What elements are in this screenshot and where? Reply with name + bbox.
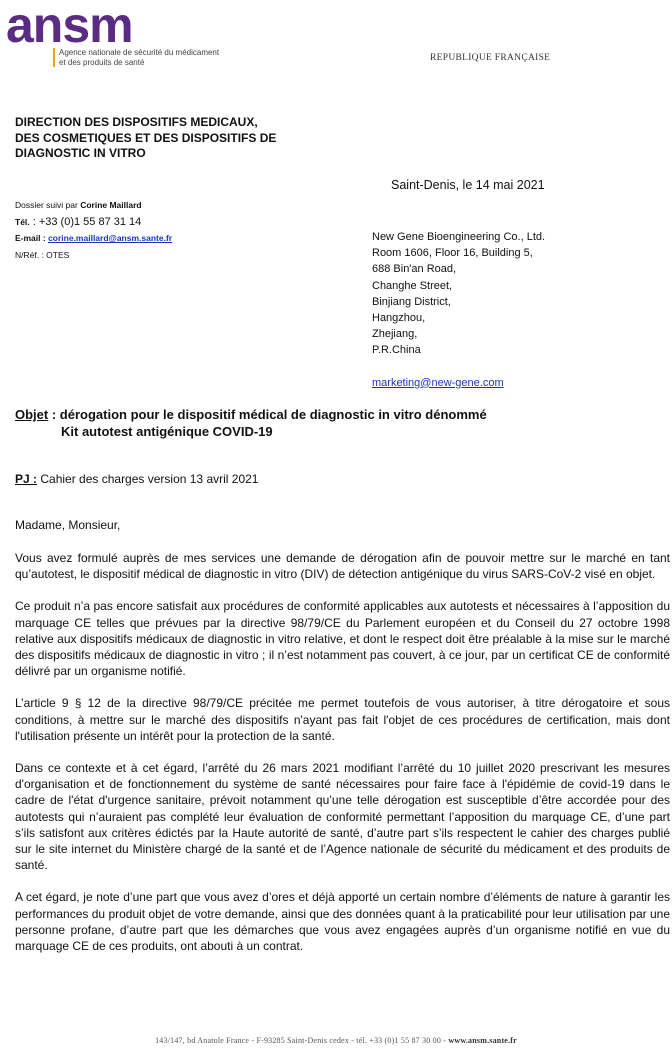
footer-address: 143/147, bd Anatole France - F-93285 Saint-Denis cedex - tél. +33 (0)1 55 87 30 00 -: [155, 1036, 449, 1045]
reference-line: N/Réf. : OTES: [15, 249, 70, 260]
body-paragraph: Ce produit n’a pas encore satisfait aux procédures de conformité applicables aux autotests et nécessaires à l’apposition du marquage CE telles que prévues par la directive 98/79/CE du Parlement européen et du Conseil du 27 octobre 1998 relative aux dispositifs médicaux de diagnostic in vitro relative, et dont le respect doit être préalable à la mise sur le marché des dispositifs médicaux de diagnostic in vitro ; il n’est notamment pas couvert, à ce jour, par un certificat CE de conformité délivré par un organisme notifié.: [15, 599, 670, 679]
tel-label: Tél.: [15, 216, 30, 227]
republique-francaise: REPUBLIQUE FRANÇAISE: [430, 53, 551, 63]
dossier-label: Dossier suivi par: [15, 200, 81, 210]
address-line: P.R.China: [372, 344, 421, 357]
subject-line-1: [15, 406, 487, 423]
body-paragraph: A cet égard, je note d’une part que vous avez d’ores et déjà apporté un certain nombre d’éléments de nature à garantir les performances du produit objet de votre demande, ainsi que des données quant à la praticabilité pour leur utilisation par une personne profane, d’autre part que les démarches que vous avez engagées auprès d’un organisme notifié en vue du marquage CE de ces produits, ont abouti à un contrat.: [15, 890, 670, 954]
subject-block: [15, 406, 487, 440]
footer-website-link[interactable]: www.ansm.sante.fr: [448, 1036, 517, 1045]
contact-block: [15, 197, 172, 263]
body-paragraph: Vous avez formulé auprès de mes services une demande de dérogation afin de pouvoir mettre sur le marché en tant qu’autotest, le dispositif médical de diagnostic in vitro (DIV) de détection antigénique du virus SARS-CoV-2 visé en objet.: [15, 551, 670, 582]
logo-tagline: [53, 48, 219, 67]
direction-line-2: DES COSMETIQUES ET DES DISPOSITIFS DE: [15, 130, 277, 145]
ansm-logo: [6, 4, 246, 66]
ansm-logo-text: ansm: [6, 4, 133, 48]
direction-line-1: DIRECTION DES DISPOSITIFS MEDICAUX,: [15, 115, 258, 129]
salutation: Madame, Monsieur,: [15, 518, 121, 532]
subject-label: Objet: [15, 407, 49, 422]
address-line: Binjiang District,: [372, 295, 451, 308]
address-line: Hangzhou,: [372, 312, 426, 325]
letter-body: [15, 550, 670, 970]
address-line: New Gene Bioengineering Co., Ltd.: [372, 231, 546, 243]
address-line: Room 1606, Floor 16, Building 5,: [372, 247, 533, 260]
dossier-name: Corine Maillard: [80, 200, 142, 210]
tel-line: [15, 214, 172, 231]
attachment-line: [15, 472, 258, 486]
letter-date: Saint-Denis, le 14 mai 2021: [391, 178, 545, 192]
logo-tagline-line-1: Agence nationale de sécurité du médicament: [59, 48, 220, 57]
ansm-logo-mark: [6, 4, 186, 48]
contact-email-link[interactable]: corine.maillard@ansm.sante.fr: [48, 233, 173, 243]
body-paragraph: Dans ce contexte et à cet égard, l’arrêté du 26 mars 2021 modifiant l’arrêté du 10 juillet 2020 prescrivant les mesures d'organisation et de fonctionnement du système de santé nécessaires pour faire face à l'épidémie de covid-19 dans le cadre de l'état d'urgence sanitaire, prévoit notamment qu’une telle dérogation est susceptible d’être accordée pour des autotests qui n’auraient pas complété leur évaluation de conformité permettant l’apposition du marquage CE, d’une part s’ils satisfont aux critères édictés par la Haute autorité de santé, d’autre part s’ils respectent le cahier des charges publié sur le site internet du Ministère chargé de la santé et de l’Agence nationale de sécurité du médicament et des produits de santé.: [15, 761, 670, 873]
email-line: [15, 230, 172, 247]
direction-heading: [15, 115, 276, 162]
subject-text: : dérogation pour le dispositif médical de diagnostic in vitro dénommé: [48, 407, 487, 422]
page-footer: [0, 1036, 672, 1045]
dossier-line: [15, 197, 172, 214]
attachment-label: PJ :: [15, 472, 38, 486]
tel-value: : +33 (0)1 55 87 31 14: [29, 215, 142, 228]
address-line: Zhejiang,: [372, 328, 418, 341]
address-line: 688 Bin'an Road,: [372, 263, 457, 276]
subject-line-2: Kit autotest antigénique COVID-19: [61, 424, 273, 439]
recipient-address: [372, 229, 545, 391]
body-paragraph: L’article 9 § 12 de la directive 98/79/CE précitée me permet toutefois de vous autoriser, à titre dérogatoire et sous conditions, à mettre sur le marché des dispositifs n'ayant pas fait l'objet de ces procédures de certification, mais dont l'utilisation présente un intérêt pour la protection de la santé.: [15, 696, 670, 743]
address-line: Changhe Street,: [372, 279, 453, 292]
recipient-email-link[interactable]: marketing@new-gene.com: [372, 376, 504, 389]
direction-line-3: DIAGNOSTIC IN VITRO: [15, 146, 146, 160]
attachment-text: Cahier des charges version 13 avril 2021: [37, 472, 259, 486]
logo-tagline-line-2: et des produits de santé: [59, 57, 145, 67]
email-label: E-mail :: [15, 233, 49, 243]
